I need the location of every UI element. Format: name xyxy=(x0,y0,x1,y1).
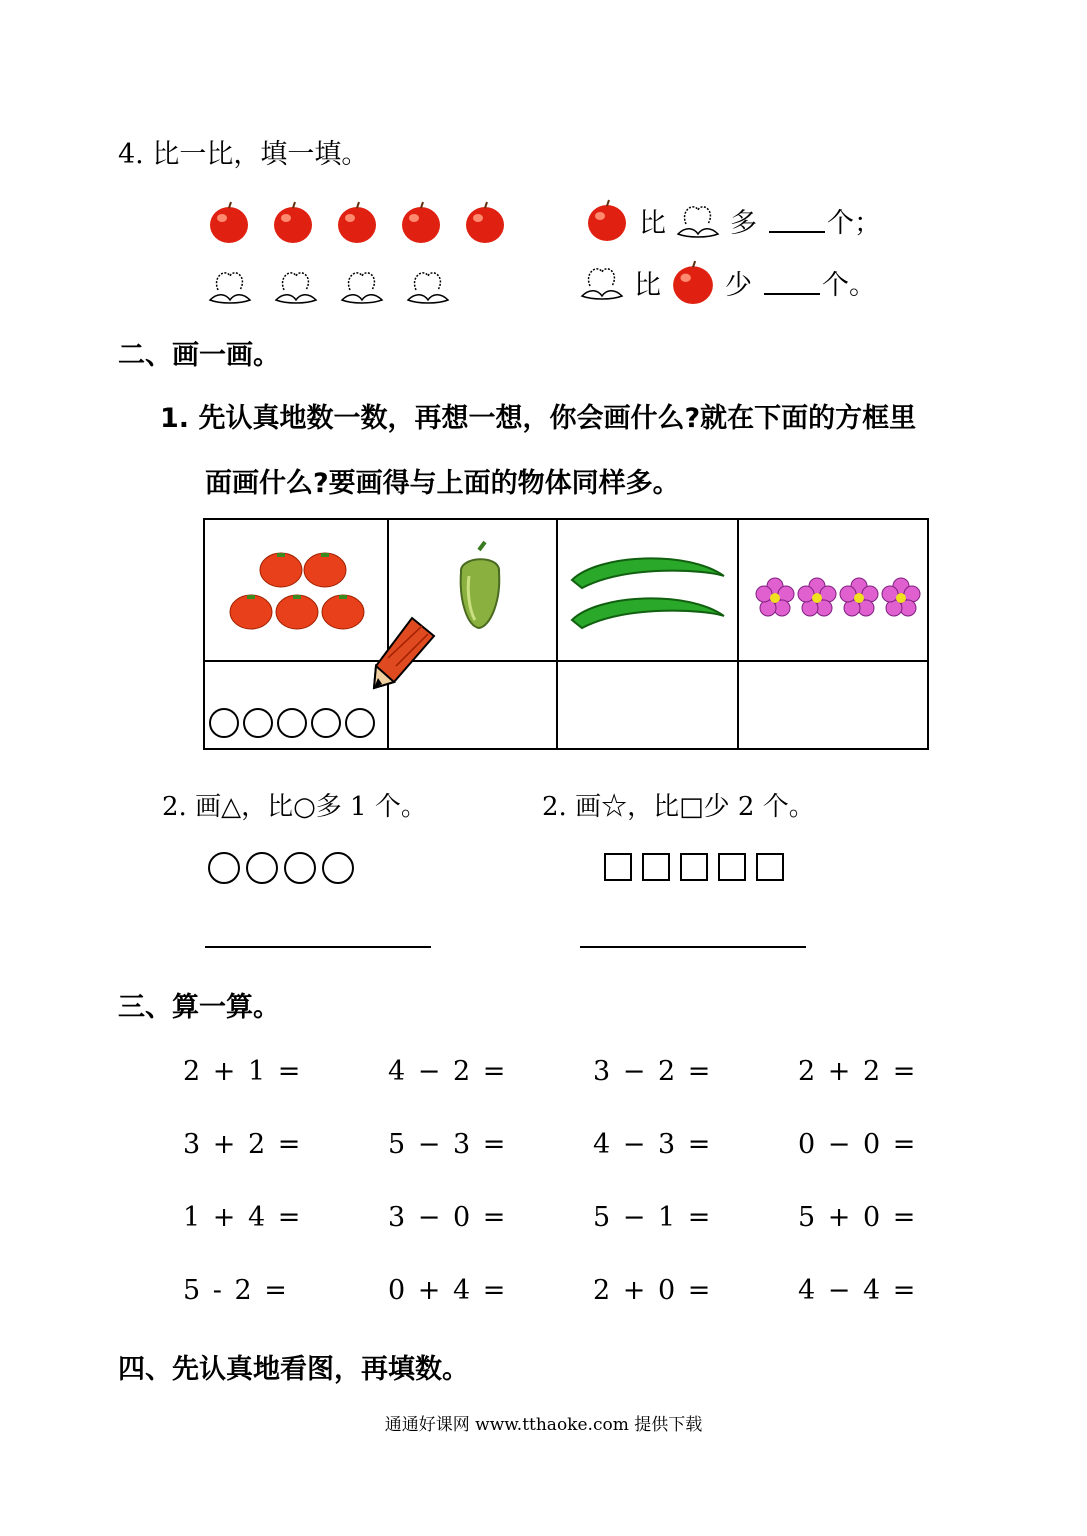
equation: 3 − 0 = xyxy=(388,1202,508,1233)
cucumber-cell xyxy=(557,519,738,661)
equation: 4 − 4 = xyxy=(798,1275,918,1306)
equation: 3 − 2 = xyxy=(593,1056,713,1087)
equation: 5 − 3 = xyxy=(388,1129,508,1160)
peach-icon xyxy=(406,266,450,306)
example-circles xyxy=(205,708,387,738)
circle-shape xyxy=(345,708,375,738)
compare-word: 比 xyxy=(634,269,661,301)
square-shape xyxy=(680,853,708,881)
section-2-q1-line2: 面画什么?要画得与上面的物体同样多。 xyxy=(205,468,680,499)
answer-cell-tomato[interactable] xyxy=(204,661,388,749)
section-2-q1-line1: 1. 先认真地数一数，再想一想，你会画什么?就在下面的方框里 xyxy=(160,403,917,434)
pencil-icon xyxy=(368,612,440,692)
equation: 0 + 4 = xyxy=(388,1275,508,1306)
circle-shape xyxy=(284,852,316,884)
compare-word: 比 xyxy=(639,207,666,239)
answer-blank[interactable] xyxy=(769,207,825,233)
answer-cell-flower[interactable] xyxy=(738,661,928,749)
apple-icon xyxy=(272,200,314,244)
section-4-heading: 四、先认真地看图，再填数。 xyxy=(118,1354,469,1385)
equation: 0 − 0 = xyxy=(798,1129,918,1160)
apple-icon xyxy=(400,200,442,244)
equation: 2 + 1 = xyxy=(183,1056,303,1087)
triangle-answer-line[interactable] xyxy=(205,946,431,948)
answer-blank[interactable] xyxy=(764,269,820,295)
footer-text: 通通好课网 www.tthaoke.com 提供下载 xyxy=(384,1415,703,1435)
peach-icon xyxy=(580,262,624,302)
circle-shape xyxy=(246,852,278,884)
circle-shape xyxy=(277,708,307,738)
tomato-cell xyxy=(204,519,388,661)
compare-line-1 xyxy=(585,198,881,242)
apple-icon xyxy=(208,200,250,244)
question-4-title: 4. 比一比，填一填。 xyxy=(118,139,369,170)
apple-icon xyxy=(671,258,715,306)
peach-icon xyxy=(340,266,384,306)
equation: 4 − 2 = xyxy=(388,1056,508,1087)
circle-shape xyxy=(209,708,239,738)
compare-word: 个。 xyxy=(822,269,876,301)
star-answer-line[interactable] xyxy=(580,946,806,948)
apple-row xyxy=(208,200,506,244)
peach-row xyxy=(208,266,450,306)
flower-cell xyxy=(738,519,928,661)
square-shape xyxy=(756,853,784,881)
section-2-q2a: 2. 画△，比○多 1 个。 xyxy=(162,792,427,822)
square-shape xyxy=(718,853,746,881)
section-3-heading: 三、算一算。 xyxy=(118,992,280,1023)
answer-cell-cucumber[interactable] xyxy=(557,661,738,749)
square-shape xyxy=(604,853,632,881)
equation: 5 + 0 = xyxy=(798,1202,918,1233)
square-shape xyxy=(642,853,670,881)
equation: 5 − 1 = xyxy=(593,1202,713,1233)
apple-icon xyxy=(336,200,378,244)
equation: 3 + 2 = xyxy=(183,1129,303,1160)
equation: 2 + 0 = xyxy=(593,1275,713,1306)
compare-word: 多 xyxy=(730,207,757,239)
peach-icon xyxy=(274,266,318,306)
section-2-heading: 二、画一画。 xyxy=(118,340,280,371)
square-given-row xyxy=(604,853,784,881)
circle-shape xyxy=(208,852,240,884)
cucumbers-icon xyxy=(558,520,737,656)
section-2-q2b: 2. 画☆，比□少 2 个。 xyxy=(542,792,815,822)
peach-icon xyxy=(676,200,720,240)
circle-shape xyxy=(243,708,273,738)
circle-shape xyxy=(322,852,354,884)
drawing-grid xyxy=(203,518,929,750)
flowers-icon xyxy=(739,520,927,656)
equation: 1 + 4 = xyxy=(183,1202,303,1233)
circle-given-row xyxy=(208,852,354,884)
apple-icon xyxy=(464,200,506,244)
peach-icon xyxy=(208,266,252,306)
compare-word: 少 xyxy=(725,269,752,301)
circle-shape xyxy=(311,708,341,738)
tomatoes-icon xyxy=(205,520,387,656)
apple-icon xyxy=(585,198,629,242)
equation: 4 − 3 = xyxy=(593,1129,713,1160)
compare-word: 个； xyxy=(827,207,881,239)
equation: 5 - 2 = xyxy=(183,1275,289,1306)
compare-line-2 xyxy=(580,258,876,306)
equation: 2 + 2 = xyxy=(798,1056,918,1087)
